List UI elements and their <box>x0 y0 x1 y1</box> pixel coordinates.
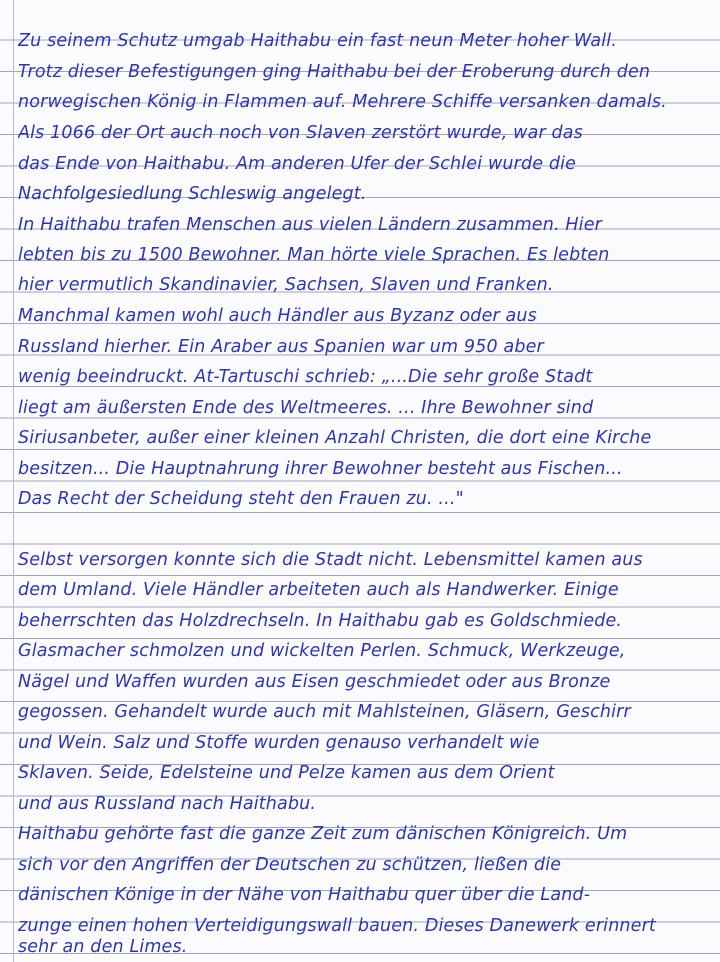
text-line: Trotz dieser Befestigungen ging Haithabu bei der Eroberung durch den <box>18 62 651 82</box>
text-line: sich vor den Angriffen der Deutschen zu schützen, ließen die <box>18 855 562 875</box>
text-line: das Ende von Haithabu. Am anderen Ufer der Schlei wurde die <box>18 154 577 174</box>
text-line: Das Recht der Scheidung steht den Frauen zu. ..." <box>18 489 464 509</box>
text-line: Selbst versorgen konnte sich die Stadt nicht. Lebensmittel kamen aus <box>18 550 643 570</box>
text-line: wenig beeindruckt. At-Tartuschi schrieb: „...Die sehr große Stadt <box>18 367 593 387</box>
text-line: gegossen. Gehandelt wurde auch mit Mahlsteinen, Gläsern, Geschirr <box>18 702 631 722</box>
text-line: liegt am äußersten Ende des Weltmeeres. ... Ihre Bewohner sind <box>18 398 594 418</box>
text-line: zunge einen hohen Verteidigungswall bauen. Dieses Danewerk erinnert <box>18 916 656 936</box>
text-line: Sklaven. Seide, Edelsteine und Pelze kamen aus dem Orient <box>18 763 555 783</box>
text-line: beherrschten das Holzdrechseln. In Haithabu gab es Goldschmiede. <box>18 611 623 631</box>
text-line: norwegischen König in Flammen auf. Mehrere Schiffe versanken damals. <box>18 92 667 112</box>
text-line: Nägel und Waffen wurden aus Eisen geschmiedet oder aus Bronze <box>18 672 611 692</box>
text-line: hier vermutlich Skandinavier, Sachsen, Slaven und Franken. <box>18 275 554 295</box>
text-line: dänischen Könige in der Nähe von Haithabu quer über die Land- <box>18 885 591 905</box>
text-line: Glasmacher schmolzen und wickelten Perlen. Schmuck, Werkzeuge, <box>18 641 626 661</box>
text-line: und Wein. Salz und Stoffe wurden genauso verhandelt wie <box>18 733 540 753</box>
text-line: dem Umland. Viele Händler arbeiteten auch als Handwerker. Einige <box>18 580 619 600</box>
page-margin-line <box>13 0 14 962</box>
text-line: Manchmal kamen wohl auch Händler aus Byzanz oder aus <box>18 306 537 326</box>
text-line: Als 1066 der Ort auch noch von Slaven zerstört wurde, war das <box>18 123 583 143</box>
text-line: Nachfolgesiedlung Schleswig angelegt. <box>18 184 367 204</box>
text-line: lebten bis zu 1500 Bewohner. Man hörte viele Sprachen. Es lebten <box>18 245 610 265</box>
text-line: In Haithabu trafen Menschen aus vielen Ländern zusammen. Hier <box>18 215 602 235</box>
text-line: Zu seinem Schutz umgab Haithabu ein fast neun Meter hoher Wall. <box>18 31 617 51</box>
handwritten-text-block <box>18 0 718 962</box>
text-line: Haithabu gehörte fast die ganze Zeit zum dänischen Königreich. Um <box>18 824 628 844</box>
text-line: besitzen... Die Hauptnahrung ihrer Bewohner besteht aus Fischen... <box>18 459 623 479</box>
text-line: Siriusanbeter, außer einer kleinen Anzahl Christen, die dort eine Kirche <box>18 428 652 448</box>
text-line: Russland hierher. Ein Araber aus Spanien war um 950 aber <box>18 337 544 357</box>
text-line: und aus Russland nach Haithabu. <box>18 794 317 814</box>
text-line: sehr an den Limes. <box>18 937 188 957</box>
